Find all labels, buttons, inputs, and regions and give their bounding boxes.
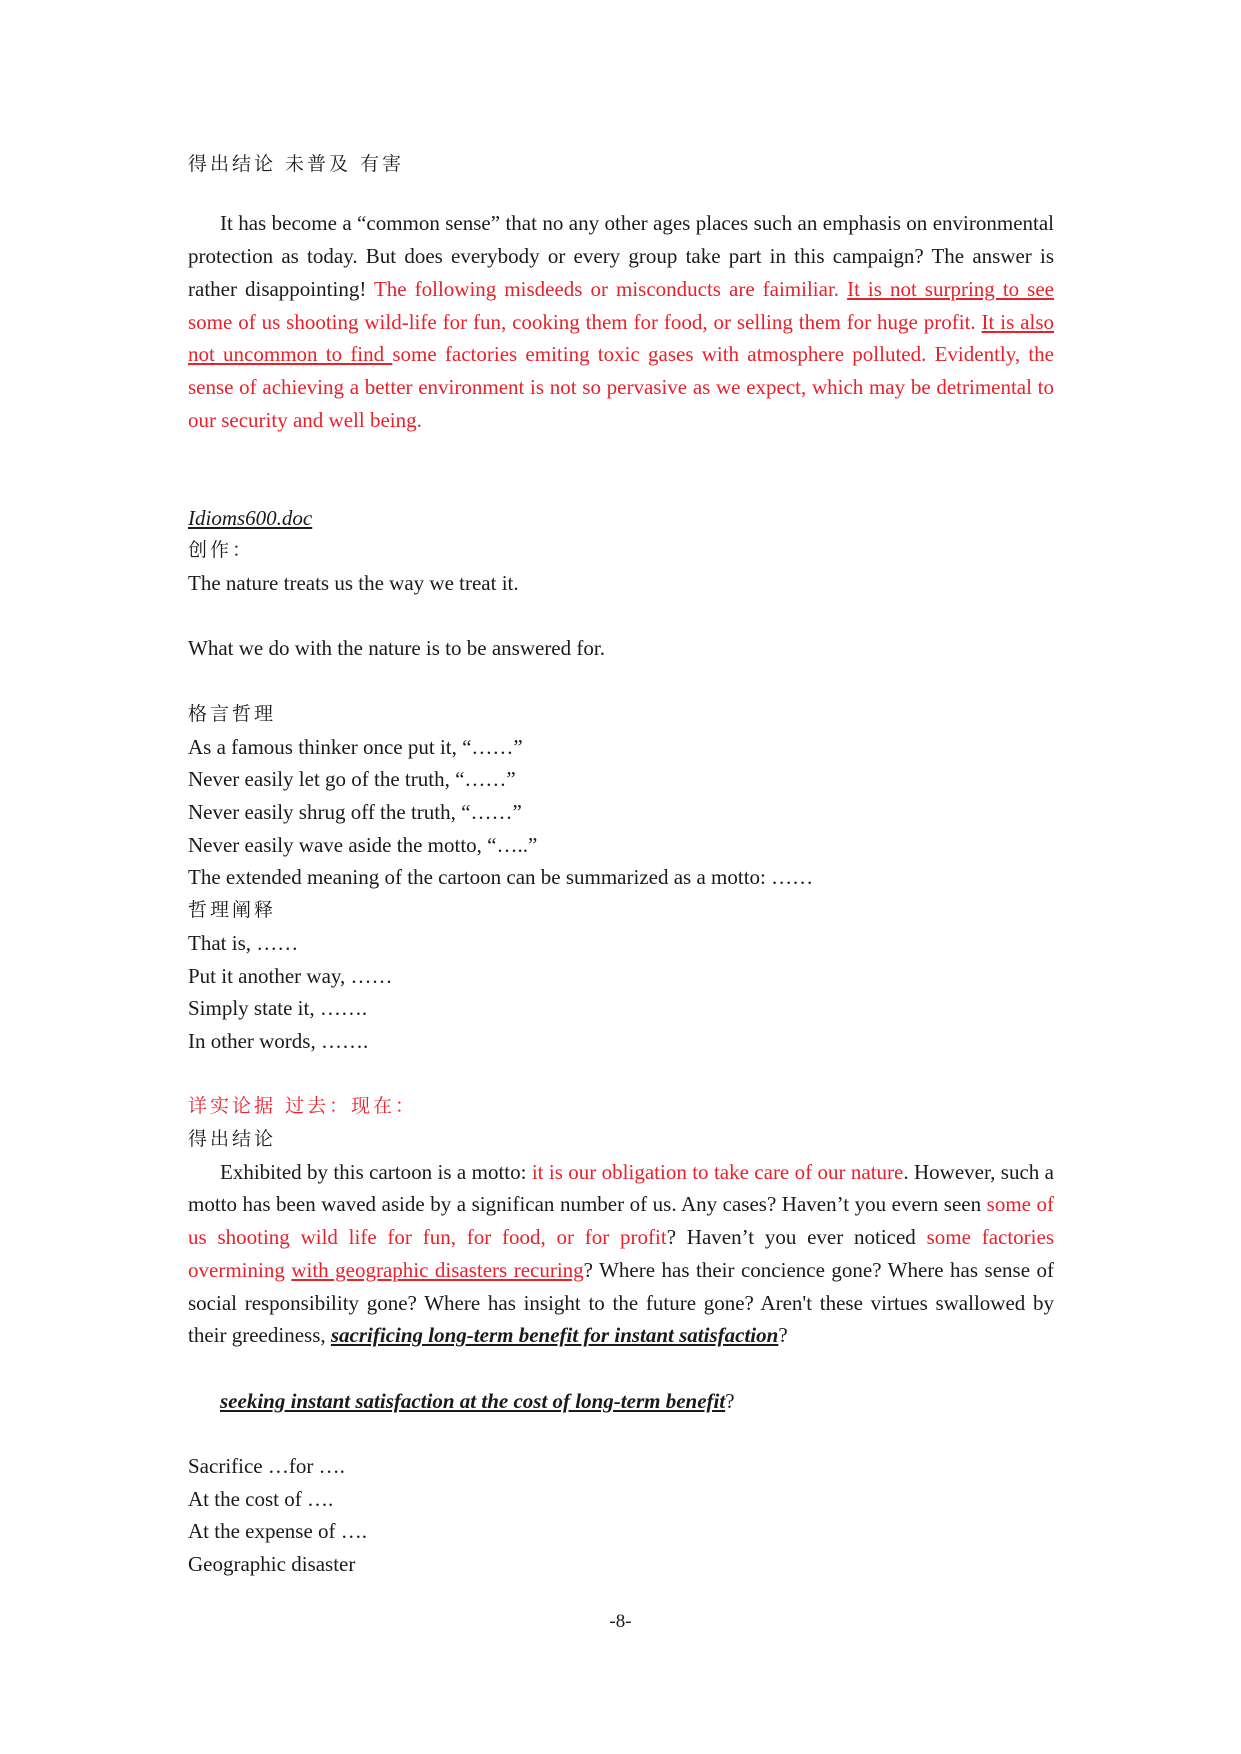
explanation-line: In other words, …….: [188, 1028, 369, 1053]
maxim-line: Never easily shrug off the truth, “……”: [188, 799, 522, 824]
section-heading-explanation: 哲理阐释: [188, 899, 277, 922]
phrase-list-item: At the expense of ….: [188, 1519, 368, 1544]
maxim-line: Never easily let go of the truth, “……”: [188, 767, 516, 792]
phrase-list-item: At the cost of ….: [188, 1486, 334, 1511]
phrase-list-item: Geographic disaster: [188, 1552, 356, 1577]
creation-line-1: The nature treats us the way we treat it.: [188, 571, 519, 596]
paragraph-environment: It has become a “common sense” that no any other ages places such an emphasis on environmental protection as today. But does everybody or every group take part in this campaign? The answer is rather disappointing! The following misdeeds or misconducts are faimiliar. It is not surpring to see some of us shooting wild-life for fun, cooking them for food, or selling them for huge profit. It is also not uncommon to find some factories emiting toxic gases with atmosphere polluted. Evidently, the sense of achieving a better environment is not so pervasive as we expect, which may be detrimental to our security and well being.: [188, 211, 1054, 432]
page-number: -8-: [609, 1611, 632, 1632]
paragraph-motto: Exhibited by this cartoon is a motto: it is our obligation to take care of our nature. However, such a motto has been waved aside by a significan number of us. Any cases? Haven’t you evern seen some of us shooting wild life for fun, for food, or for profit? Haven’t you ever noticed some factories overmining with geographic disasters recuring? Where has their concience gone? Where has sense of social responsibility gone? Where has insight to the future gone? Aren't these virtues swallowed by their greediness, sacrificing long-term benefit for instant satisfaction?: [188, 1159, 1054, 1348]
section-heading-conclusion: 得出结论 未普及 有害: [188, 153, 405, 175]
section-heading-conclusion-2: 得出结论: [188, 1128, 277, 1150]
alternative-phrase-line: seeking instant satisfaction at the cost of long-term benefit?: [220, 1388, 735, 1413]
file-link[interactable]: Idioms600.doc: [188, 505, 313, 530]
key-phrase: sacrificing long-term benefit for instant satisfaction: [330, 1323, 779, 1348]
maxim-line: As a famous thinker once put it, “……”: [188, 734, 523, 759]
section-heading-maxim: 格言哲理: [188, 702, 277, 725]
section-heading-evidence: 详实论据 过去：现在：: [188, 1095, 418, 1118]
section-heading-creation: 创作：: [188, 539, 255, 562]
page-content: [188, 148, 1054, 1581]
phrase-list-item: Sacrifice …for ….: [188, 1454, 345, 1478]
alternative-phrase: seeking instant satisfaction at the cost of long-term benefit: [220, 1388, 726, 1413]
explanation-line: Put it another way, ……: [188, 963, 393, 988]
explanation-line: That is, ……: [188, 930, 299, 955]
maxim-line: The extended meaning of the cartoon can be summarized as a motto: ……: [188, 865, 814, 890]
creation-line-2: What we do with the nature is to be answered for.: [188, 636, 605, 661]
explanation-line: Simply state it, …….: [188, 996, 368, 1021]
maxim-line: Never easily wave aside the motto, “…..”: [188, 832, 538, 857]
